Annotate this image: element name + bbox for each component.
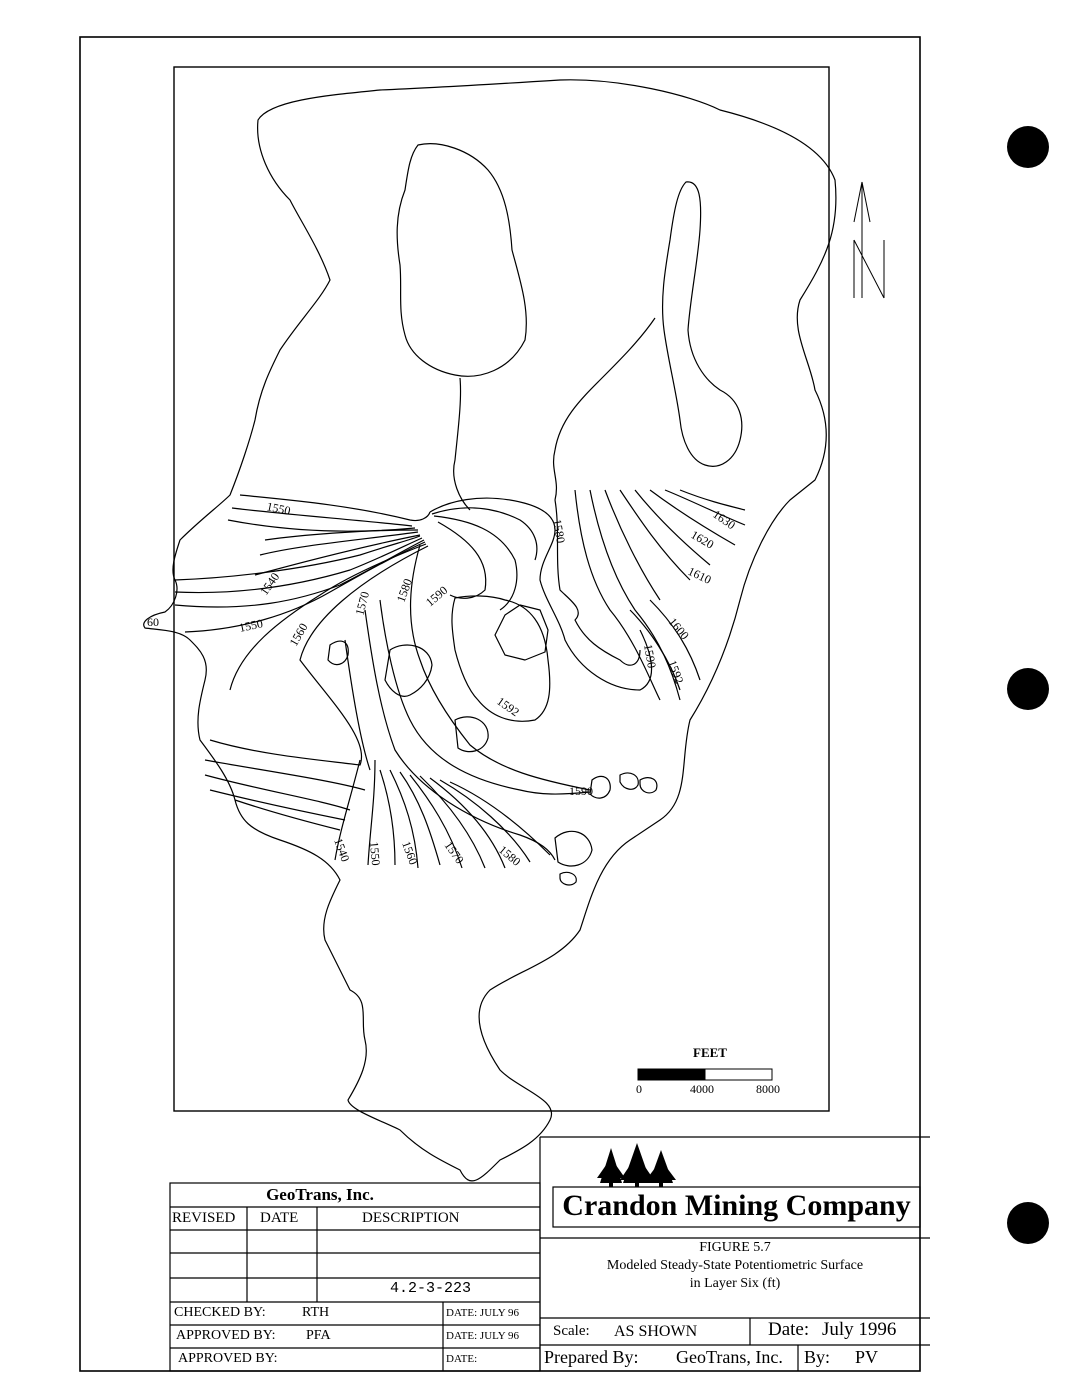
scale-bar-tick: 0 bbox=[636, 1082, 642, 1096]
internal-lake-5 bbox=[590, 776, 610, 798]
contour-label: 1580 bbox=[550, 518, 569, 545]
contour-label: 1630 bbox=[710, 506, 738, 533]
contour-label: 1570 bbox=[441, 838, 467, 867]
contour-label: 1592 bbox=[494, 693, 522, 720]
contour-label: 1570 bbox=[352, 589, 373, 617]
approved-date: DATE: JULY 96 bbox=[446, 1330, 520, 1342]
contour-label: 1600 bbox=[665, 614, 692, 643]
pine-trees-logo-icon bbox=[597, 1143, 676, 1187]
column-description: DESCRIPTION bbox=[362, 1210, 460, 1226]
contour-label: 1560 bbox=[399, 839, 421, 867]
contour-label: 1560 bbox=[286, 620, 311, 649]
scale-bar-tick: 4000 bbox=[690, 1082, 714, 1096]
internal-lake-3 bbox=[385, 645, 432, 696]
scale-bar bbox=[636, 1045, 780, 1096]
contour-label: 1580 bbox=[393, 576, 416, 605]
figure-number: FIGURE 5.7 bbox=[699, 1240, 771, 1255]
checked-by-label: CHECKED BY: bbox=[174, 1305, 266, 1320]
internal-lake-6 bbox=[620, 773, 638, 789]
checked-by-value: RTH bbox=[302, 1305, 330, 1320]
contour-lines-west bbox=[175, 495, 430, 830]
lake-north bbox=[397, 144, 526, 377]
contour-lines-south bbox=[335, 760, 550, 868]
internal-lake-8 bbox=[555, 831, 592, 866]
column-revised: REVISED bbox=[172, 1210, 236, 1226]
north-arrow-label bbox=[855, 240, 885, 300]
contour-label: 1550 bbox=[367, 841, 384, 867]
contour-labels bbox=[147, 499, 738, 868]
approved-by-value: PFA bbox=[306, 1328, 331, 1343]
by-label: By: bbox=[804, 1347, 831, 1367]
figure-title-line1: Modeled Steady-State Potentiometric Surface bbox=[606, 1258, 864, 1273]
prepared-by-value: GeoTrans, Inc. bbox=[676, 1347, 783, 1367]
approved-date2: DATE: bbox=[446, 1353, 478, 1365]
date-label: Date: bbox=[768, 1319, 810, 1340]
scale-label: Scale: bbox=[553, 1323, 590, 1339]
contour-label: 1610 bbox=[685, 564, 714, 587]
lake-east bbox=[663, 182, 742, 466]
contour-label: 1590 bbox=[422, 583, 451, 610]
column-date: DATE bbox=[260, 1210, 299, 1226]
internal-lake-1 bbox=[495, 605, 548, 660]
contour-label: 1540 bbox=[331, 836, 353, 864]
firm-name: GeoTrans, Inc. bbox=[266, 1185, 374, 1204]
contour-label: 1550 bbox=[237, 616, 265, 635]
contour-label: 1590 bbox=[569, 784, 593, 798]
date-value: July 1996 bbox=[822, 1319, 897, 1340]
contour-label: 1590 bbox=[641, 643, 660, 670]
scale-bar-tick: 8000 bbox=[756, 1082, 780, 1096]
company-name: Crandon Mining Company bbox=[562, 1189, 911, 1222]
contour-label: 60 bbox=[147, 615, 159, 629]
approved-by-label: APPROVED BY: bbox=[176, 1328, 276, 1343]
internal-lake-9 bbox=[560, 872, 576, 885]
by-value: PV bbox=[855, 1347, 879, 1367]
approved-by2-label: APPROVED BY: bbox=[178, 1351, 278, 1366]
figure-title-line2: in Layer Six (ft) bbox=[689, 1276, 781, 1291]
prepared-by-label: Prepared By: bbox=[544, 1347, 639, 1367]
contour-label: 1550 bbox=[265, 499, 292, 518]
scale-bar-title: FEET bbox=[693, 1045, 727, 1060]
contour-label: 1580 bbox=[496, 842, 524, 869]
contour-label: 1620 bbox=[688, 527, 717, 552]
file-number: 4.2-3-223 bbox=[390, 1280, 472, 1297]
internal-lake-7 bbox=[640, 778, 657, 793]
contour-label: 1540 bbox=[256, 570, 283, 598]
checked-date: DATE: JULY 96 bbox=[446, 1307, 520, 1319]
scale-value: AS SHOWN bbox=[614, 1323, 698, 1340]
contour-label: 1592 bbox=[665, 658, 687, 686]
